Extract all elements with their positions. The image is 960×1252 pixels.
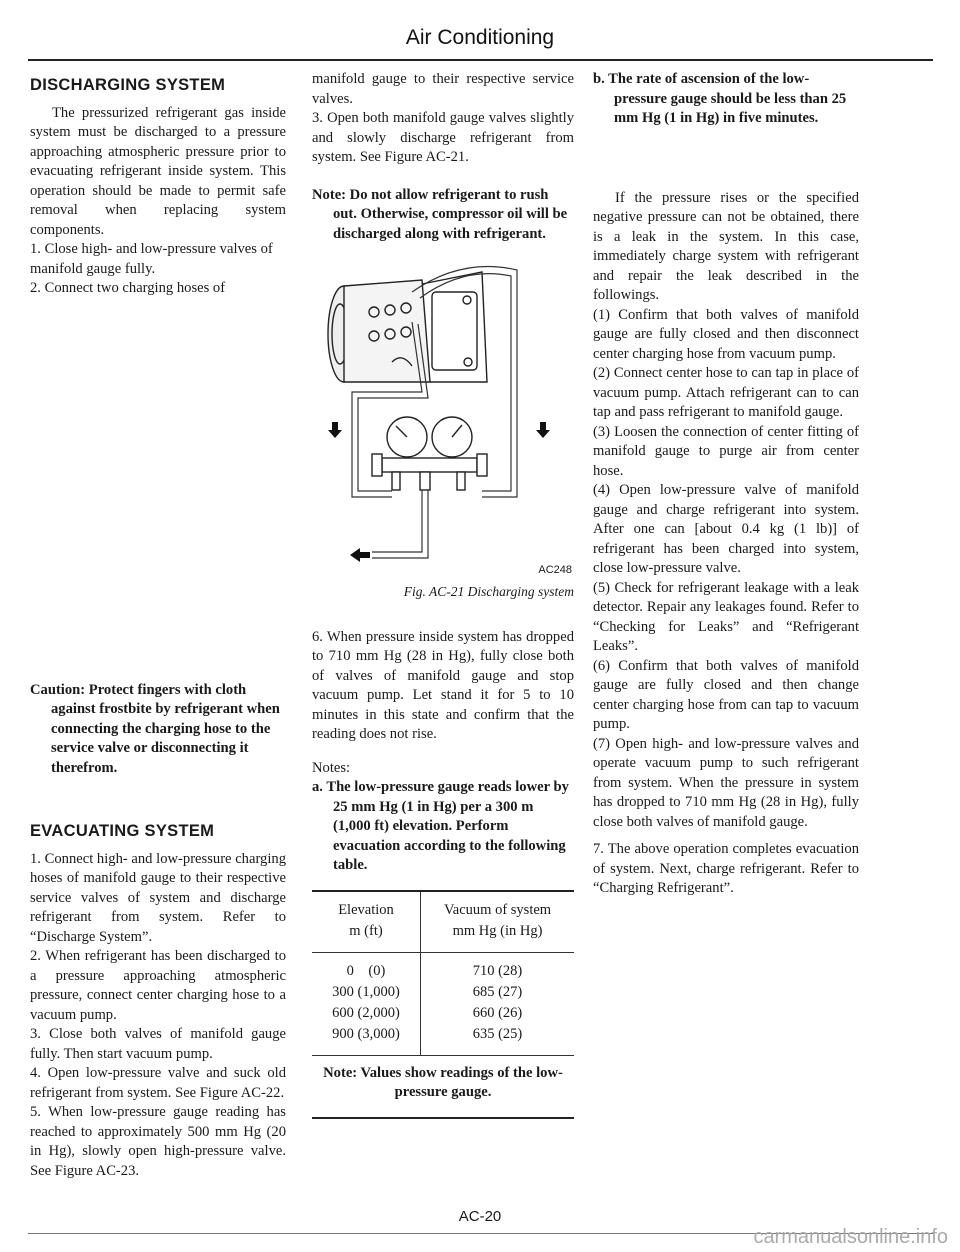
evac-step-5: 5. When low-pressure gauge reading has reached to approximately 500 mm Hg (20 in Hg), slowly open high-pressure valve. See Figure AC-23. (30, 1104, 286, 1179)
header-elevation (312, 892, 421, 953)
page-number: AC-20 (458, 1208, 502, 1225)
column-right (593, 70, 859, 899)
evac-step-7: 7. The above operation completes evacuation of system. Next, charge refrigerant. Refer to “Charging Refrigerant”. (593, 841, 859, 896)
discharging-intro: The pressurized refrigerant gas inside system must be discharged to a pressure approaching atmospheric pressure prior to evacuating refrigerant inside system. This operation should be made to permit safe removal when replacing system components. (30, 104, 286, 238)
elevation-cell: 600 (2,000) (312, 1003, 421, 1024)
table-note: Note: Values show readings of the low-pressure gauge. (312, 1055, 574, 1119)
evacuating-heading: EVACUATING SYSTEM (30, 822, 215, 840)
leak-step-7: (7) Open high- and low-pressure valves and operate vacuum pump to such refrigerant from system. When the pressure in system has dropped to 710 mm Hg (28 in Hg), fully close both valves of manifold gauge. (593, 735, 859, 830)
vacuum-cell: 660 (26) (472, 1004, 523, 1021)
table-row (312, 952, 574, 982)
header-rule (28, 59, 933, 61)
leak-intro: If the pressure rises or the specified negative pressure can not be obtained, there is a leak in the system. In this case, immediately charge system with refrigerant and repair the leak described in the followings. (593, 189, 859, 303)
discharging-step-2: 2. Connect two charging hoses of (30, 280, 226, 296)
evac-step-3: 3. Close both valves of manifold gauge fully. Then start vacuum pump. (30, 1026, 286, 1062)
figure-discharging-system (312, 262, 574, 576)
discharging-step-3: 3. Open both manifold gauge valves slightly and slowly discharge refrigerant from system. See Figure AC-21. (312, 110, 574, 165)
table-row (312, 982, 574, 1003)
notes-label: Notes: (312, 759, 351, 776)
column-spacer (593, 129, 859, 189)
column-spacer (312, 876, 574, 890)
column-spacer (312, 168, 574, 186)
leak-step-1: (1) Confirm that both valves of manifold gauge are fully closed and then disconnect center charging hose from vacuum pump. (593, 306, 859, 362)
manifold-gauge-illustration (372, 417, 487, 490)
elevation-cell: 300 (1,000) (312, 982, 421, 1003)
figure-code: AC248 (538, 563, 572, 576)
header-vacuum (421, 892, 575, 953)
column-left (30, 70, 286, 1181)
column-spacer (30, 299, 286, 681)
leak-step-5: (5) Check for refrigerant leakage with a leak detector. Repair any leakages found. Refer to “Checking for Leaks” and “Refrigerant Leaks”. (593, 579, 859, 654)
column-middle (312, 70, 574, 1119)
evac-step-4: 4. Open low-pressure valve and suck old refrigerant from system. See Figure AC-22. (30, 1065, 286, 1101)
table-row (312, 1003, 574, 1024)
column-spacer (30, 778, 286, 816)
watermark: carmanualsonline.info (753, 1226, 948, 1248)
header-vacuum-line1: Vacuum of system (443, 901, 552, 918)
compressor-illustration (328, 272, 487, 382)
column-spacer (593, 832, 859, 840)
column-spacer (312, 745, 574, 759)
elevation-cell: 0 (0) (312, 952, 421, 982)
discharging-diagram (312, 262, 574, 572)
evac-step-6: 6. When pressure inside system has dropped to 710 mm Hg (28 in Hg), fully close both of valves of manifold gauge and stop vacuum pump. Let stand it for 5 to 10 minutes in this state and confirm that the reading does not rise. (312, 628, 574, 742)
table-row (312, 1024, 574, 1055)
vacuum-cell: 635 (25) (472, 1025, 523, 1042)
discharging-step-1: 1. Close high- and low-pressure valves of manifold gauge fully. (30, 241, 273, 277)
note-b: b. The rate of ascension of the low-pressure gauge should be less than 25 mm Hg (1 in Hg) in five minutes. (593, 71, 847, 126)
leak-step-4: (4) Open low-pressure valve of manifold gauge and charge refrigerant into system. After one can [about 0.4 kg (1 lb)] of refrigerant has been charged into system, close low-pressure valve. (593, 482, 859, 576)
elevation-cell: 900 (3,000) (312, 1024, 421, 1055)
discharging-heading: DISCHARGING SYSTEM (30, 76, 226, 94)
leak-step-6: (6) Confirm that both valves of manifold gauge are fully closed and then change center charging hose from can tap to vacuum pump. (593, 657, 859, 732)
elevation-table (312, 892, 574, 1055)
leak-step-3: (3) Loosen the connection of center fitting of manifold gauge to purge air from center hose. (593, 423, 859, 479)
vacuum-cell: 685 (27) (472, 983, 523, 1000)
header-vacuum-line2: mm Hg (in Hg) (452, 922, 543, 939)
evac-step-1: 1. Connect high- and low-pressure charging hoses of manifold gauge to their respective service valves of system and discharge refrigerant from system. Refer to “Discharge System”. (30, 850, 286, 945)
figure-caption: Fig. AC-21 Discharging system (403, 584, 574, 599)
rush-note: Note: Do not allow refrigerant to rush out. Otherwise, compressor oil will be discharged along with refrigerant. (312, 186, 568, 242)
vacuum-cell: 710 (28) (472, 962, 523, 979)
header-elevation-line1: Elevation (338, 901, 394, 918)
column-spacer (312, 602, 574, 628)
evac-step-2: 2. When refrigerant has been discharged to a pressure approaching atmospheric pressure, connect center charging hose to a vacuum pump. (30, 948, 286, 1023)
header-elevation-line2: m (ft) (349, 922, 383, 939)
note-a: a. The low-pressure gauge reads lower by 25 mm Hg (1 in Hg) per a 300 m (1,000 ft) elevation. Perform evacuation according to the following table. (312, 779, 569, 873)
page-title: Air Conditioning (405, 26, 555, 49)
caution-note: Caution: Protect fingers with cloth against frostbite by refrigerant when connecting the charging hose to the service valve or disconnecting it therefrom. (30, 681, 280, 776)
continued-text: manifold gauge to their respective service valves. (312, 71, 574, 107)
leak-step-2: (2) Connect center hose to can tap in place of vacuum pump. Attach refrigerant can to can tap and pass refrigerant to manifold gauge. (593, 365, 859, 420)
